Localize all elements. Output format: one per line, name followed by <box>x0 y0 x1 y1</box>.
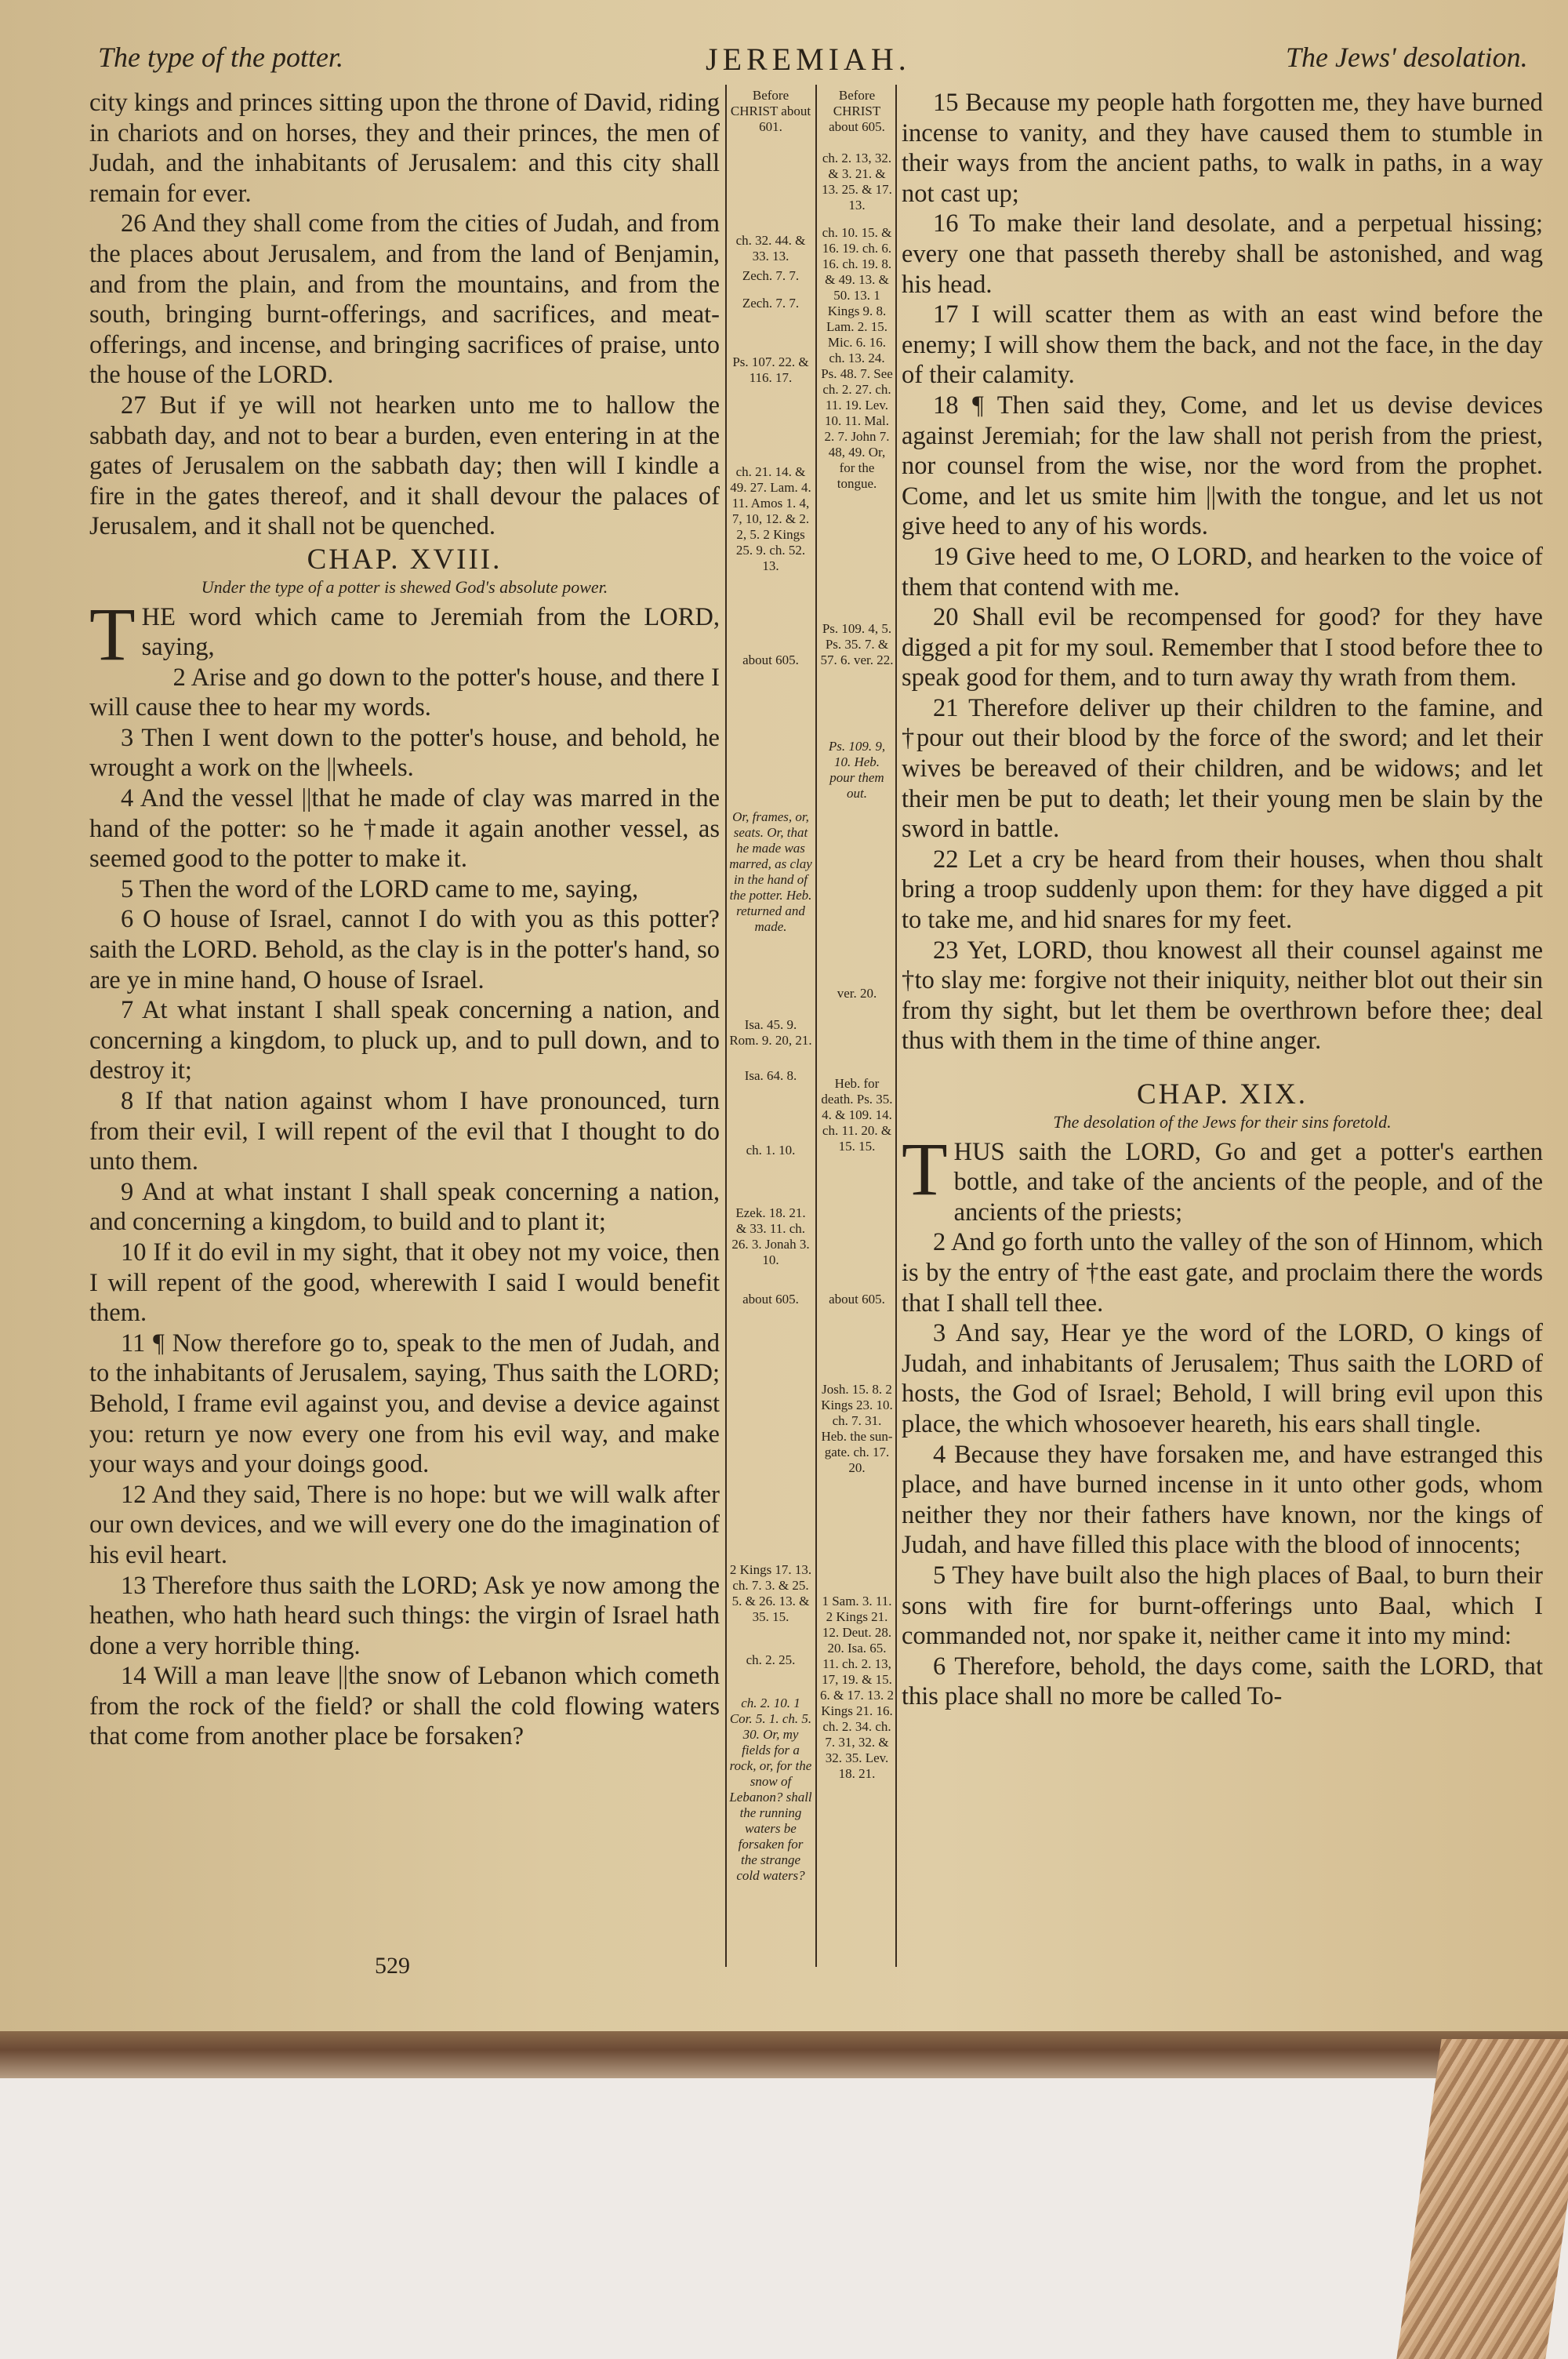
verse-paragraph: 8 If that nation against whom I have pronounced, turn from their evil, I will repent of the evil that I thought to do unto them. <box>89 1087 720 1176</box>
table-surface <box>0 2078 1568 2359</box>
verse-paragraph: 2 And go forth unto the valley of the son of Hinnom, which is by the entry of †the east gate, and proclaim there the words that I shall tell thee. <box>902 1228 1543 1318</box>
marginal-note: Before CHRIST about 605. <box>829 88 885 134</box>
marginal-note: Isa. 45. 9. Rom. 9. 20, 21. <box>729 1017 812 1048</box>
verse-paragraph: 18 ¶ Then said they, Come, and let us devise devices against Jeremiah; for the law shall not perish from the priest, nor counsel from the wise, nor the word from the prophet. Come, and let us smite him ||with the tongue, and let us not give heed to any of his words. <box>902 391 1543 541</box>
verse-paragraph: 10 If it do evil in my sight, that it obey not my voice, then I will repent of the good, wherewith I said I would benefit them. <box>89 1238 720 1328</box>
verse-paragraph: 3 Then I went down to the potter's house, and behold, he wrought a work on the ||wheels. <box>89 723 720 783</box>
verse-paragraph: HE word which came to Jeremiah from the LORD, saying, <box>141 602 720 662</box>
marginal-note: Ps. 107. 22. & 116. 17. <box>732 354 809 385</box>
verse-paragraph: 3 And say, Hear ye the word of the LORD, O kings of Judah, and inhabitants of Jerusalem; Thus saith the LORD of hosts, the God of Israel; Behold, I will bring evil upon this place, the which whosoever heareth, his ears shall tingle. <box>902 1319 1543 1438</box>
marginal-note: Ps. 109. 4, 5. Ps. 35. 7. & 57. 6. ver. 22. <box>820 621 894 667</box>
marginal-note: Before CHRIST about 601. <box>730 88 811 134</box>
verse-paragraph: 20 Shall evil be recompensed for good? for they have digged a pit for my soul. Remember that I stood before thee to speak good for them, and to turn away thy wrath from them. <box>902 603 1543 692</box>
marginal-note: Ezek. 18. 21. & 33. 11. ch. 26. 3. Jonah 3. 10. <box>731 1205 810 1267</box>
running-head-book: JEREMIAH. <box>706 42 911 77</box>
verse-paragraph: 15 Because my people hath forgotten me, they have burned incense to vanity, and they have caused them to stumble in their ways from the ancient paths, to walk in paths, in a way not cast up; <box>902 89 1543 208</box>
verse-paragraph: 19 Give heed to me, O LORD, and hearken to the voice of them that contend with me. <box>902 542 1543 602</box>
verse-paragraph: 7 At what instant I shall speak concerning a nation, and concerning a kingdom, to pluck up, and to pull down, and to destroy it; <box>89 996 720 1085</box>
verse-paragraph: 6 O house of Israel, cannot I do with you as this potter? saith the LORD. Behold, as the clay is in the potter's hand, so are ye in mine hand, O house of Israel. <box>89 905 720 994</box>
verse-paragraph: 13 Therefore thus saith the LORD; Ask ye now among the heathen, who hath heard such things: the virgin of Israel hath done a very horrible thing. <box>89 1571 720 1660</box>
marginal-note: 2 Kings 17. 13. ch. 7. 3. & 25. 5. & 26. 13. & 35. 15. <box>729 1562 812 1624</box>
marginal-note: ch. 10. 15. & 16. 19. ch. 6. 16. ch. 19. 8. & 49. 13. & 50. 13. 1 Kings 9. 8. Lam. 2. 15. Mic. 6. 16. ch. 13. 24. Ps. 48. 7. See ch. 2. 27. ch. 11. 19. Lev. 10. 11. Mal. 2. 7. John 7. 48, 49. Or, for the tongue. <box>821 225 893 491</box>
verse-paragraph: 16 To make their land desolate, and a perpetual hissing; every one that passeth thereby shall be astonished, and wag his head. <box>902 209 1543 299</box>
verse-paragraph: city kings and princes sitting upon the throne of David, riding in chariots and on horses, they and their princes, the men of Judah, and the inhabitants of Jerusalem: and this city shall remain for ever. <box>89 89 720 208</box>
marginal-note: ver. 20. <box>837 986 877 1001</box>
verse-paragraph: 12 And they said, There is no hope: but we will walk after our own devices, and we will every one do the imagination of his evil heart. <box>89 1480 720 1569</box>
marginal-note: Zech. 7. 7. <box>742 296 800 311</box>
verse-paragraph: 11 ¶ Now therefore go to, speak to the men of Judah, and to the inhabitants of Jerusalem, saying, Thus saith the LORD; Behold, I frame evil against you, and devise a device against you: return ye now every one from his evil way, and make your ways and your doings good. <box>89 1329 720 1479</box>
drop-cap: T <box>89 591 136 676</box>
verse-paragraph: 2 Arise and go down to the potter's house, and there I will cause thee to hear my words. <box>89 663 720 722</box>
chapter-heading: CHAP. XVIII. <box>307 543 503 576</box>
marginal-note: about 605. <box>742 652 799 667</box>
marginal-note: ch. 21. 14. & 49. 27. Lam. 4. 11. Amos 1. 4, 7, 10, 12. & 2. 2, 5. 2 Kings 25. 9. ch. 52. 13. <box>730 464 811 573</box>
marginal-note: 1 Sam. 3. 11. 2 Kings 21. 12. Deut. 28. 20. Isa. 65. 11. ch. 2. 13, 17, 19. & 15. 6. & 17. 13. 2 Kings 21. 16. ch. 2. 34. ch. 7. 31, 32. & 32. 35. Lev. 18. 21. <box>820 1594 894 1781</box>
marginal-note: Josh. 15. 8. 2 Kings 23. 10. ch. 7. 31. Heb. the sun-gate. ch. 17. 20. <box>821 1382 893 1475</box>
verse-paragraph: 6 Therefore, behold, the days come, saith the LORD, that this place shall no more be called To- <box>902 1652 1543 1711</box>
running-head-left: The type of the potter. <box>98 42 343 73</box>
verse-paragraph: 21 Therefore deliver up their children to the famine, and †pour out their blood by the force of the sword; and let their wives be bereaved of their children, and be widows; and let their men be put to death; let their young men be slain by the sword in battle. <box>902 693 1543 844</box>
verse-paragraph: 5 They have built also the high places of Baal, to burn their sons with fire for burnt-offerings unto Baal, which I commanded not, nor spake it, neither came it into my mind: <box>902 1561 1543 1651</box>
column-rule <box>725 85 727 1967</box>
marginal-note: ch. 32. 44. & 33. 13. <box>735 233 806 264</box>
chapter-heading: CHAP. XIX. <box>1136 1078 1308 1110</box>
verse-paragraph: 9 And at what instant I shall speak concerning a nation, and concerning a kingdom, to build and to plant it; <box>89 1177 720 1237</box>
page-number: 529 <box>375 1953 410 1979</box>
book-page-edge <box>0 2031 1568 2078</box>
marginal-note: Isa. 64. 8. <box>744 1068 797 1083</box>
verse-paragraph: 17 I will scatter them as with an east wind before the enemy; I will show them the back, and not the face, in the day of their calamity. <box>902 300 1543 390</box>
left-text-column <box>89 88 720 1752</box>
verse-paragraph: 27 But if ye will not hearken unto me to hallow the sabbath day, and not to bear a burden, even entering in at the gates of Jerusalem on the sabbath day; then will I kindle a fire in the gates thereof, and it shall devour the palaces of Jerusalem, and it shall not be quenched. <box>89 391 720 541</box>
marginal-note: ch. 2. 10. 1 Cor. 5. 1. ch. 5. 30. Or, my fields for a rock, or, for the snow of Lebanon? shall the running waters be forsaken for the strange cold waters? <box>729 1696 812 1883</box>
verse-paragraph: 4 And the vessel ||that he made of clay was marred in the hand of the potter: so he †made it again another vessel, as seemed good to the potter to make it. <box>89 784 720 874</box>
marginal-note: Or, frames, or, seats. Or, that he made was marred, as clay in the hand of the potter. Heb. returned and made. <box>729 809 812 934</box>
marginal-note: ch. 2. 25. <box>746 1652 796 1667</box>
running-head-right: The Jews' desolation. <box>1286 42 1528 73</box>
column-rule <box>815 85 817 1967</box>
marginal-note: ch. 2. 13, 32. & 3. 21. & 13. 25. & 17. 13. <box>822 151 892 213</box>
right-text-column <box>902 88 1543 1712</box>
marginal-note: Heb. for death. Ps. 35. 4. & 109. 14. ch. 11. 20. & 15. 15. <box>821 1076 893 1154</box>
verse-paragraph: HUS saith the LORD, Go and get a potter's earthen bottle, and take of the ancients of the people, and of the ancients of the priests; <box>953 1137 1543 1227</box>
verse-paragraph: 22 Let a cry be heard from their houses, when thou shalt bring a troop suddenly upon them: for they have digged a pit to take me, and hid snares for my feet. <box>902 845 1543 935</box>
marginal-note: about 605. <box>742 1292 799 1307</box>
marginal-note: about 605. <box>829 1292 885 1307</box>
verse-paragraph: 26 And they shall come from the cities of Judah, and from the places about Jerusalem, and from the land of Benjamin, and from the plain, and from the mountains, and from the south, bringing burnt-offerings, and sacrifices, and meat-offerings, and incense, and bringing sacrifices of praise, unto the house of the LORD. <box>89 209 720 390</box>
verse-paragraph: 14 Will a man leave ||the snow of Lebanon which cometh from the rock of the field? or shall the cold flowing waters that come from another place be forsaken? <box>89 1662 720 1751</box>
verse-paragraph: 4 Because they have forsaken me, and have estranged this place, and have burned incense in it unto other gods, whom neither they nor their fathers have known, nor the kings of Judah, and have filled this place with the blood of innocents; <box>902 1440 1543 1560</box>
drop-cap: T <box>902 1126 948 1211</box>
marginal-note: Ps. 109. 9, 10. Heb. pour them out. <box>828 739 886 801</box>
verse-paragraph: 5 Then the word of the LORD came to me, saying, <box>121 874 639 903</box>
verse-paragraph: 23 Yet, LORD, thou knowest all their counsel against me †to slay me: forgive not their iniquity, neither blot out their sin from thy sight, but let them be overthrown before thee; deal thus with them in the time of thine anger. <box>902 936 1543 1056</box>
marginal-note: ch. 1. 10. <box>746 1143 796 1158</box>
column-rule <box>895 85 897 1967</box>
marginal-note: Zech. 7. 7. <box>742 268 800 283</box>
chapter-summary: Under the type of a potter is shewed God's absolute power. <box>201 576 608 597</box>
chapter-summary: The desolation of the Jews for their sins foretold. <box>1053 1111 1392 1132</box>
